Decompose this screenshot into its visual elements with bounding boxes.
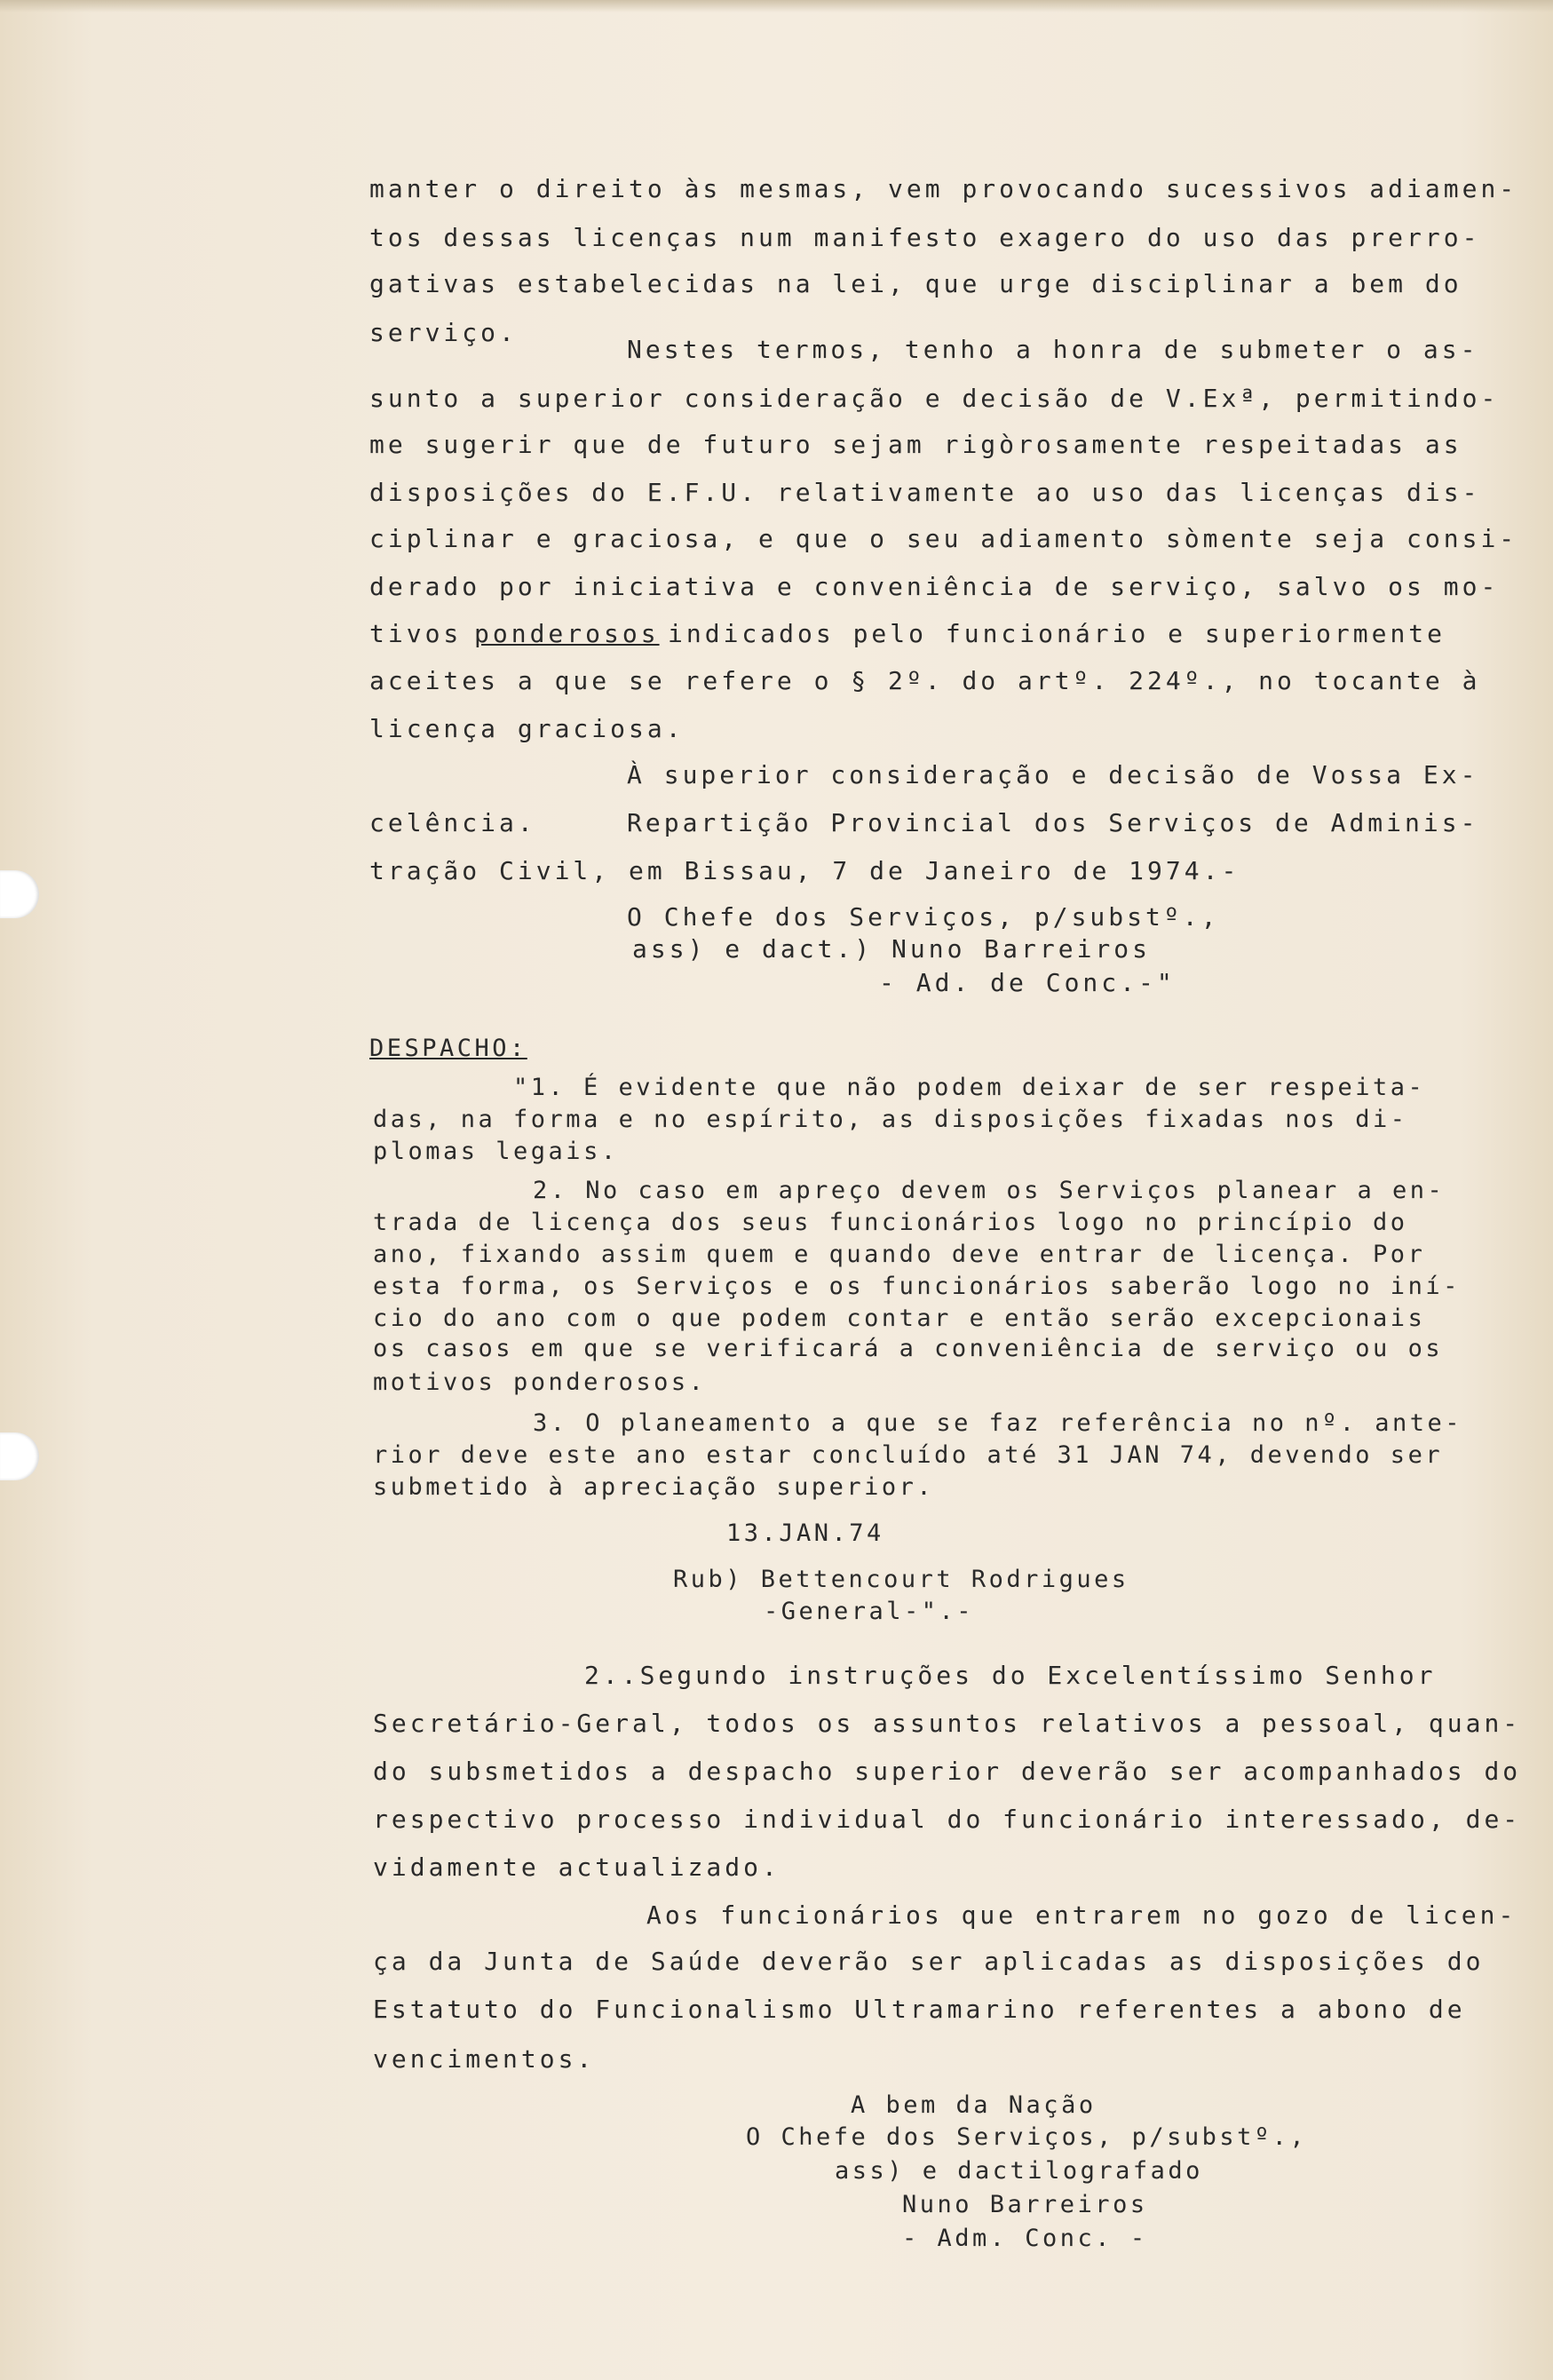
punch-hole-top (0, 870, 39, 918)
text-line: À superior consideração e decisão de Vossa Ex- (627, 760, 1479, 789)
text-line: Aos funcionários que entrarem no gozo de licen- (646, 1900, 1517, 1930)
signature-line: ass) e dact.) Nuno Barreiros (632, 934, 1152, 964)
text-line: sunto a superior consideração e decisão de V.Exª, permitindo- (369, 384, 1500, 413)
paper-edge-shadow (0, 0, 1553, 12)
text-line: manter o direito às mesmas, vem provocando sucessivos adiamen- (369, 174, 1518, 203)
text-line: indicados pelo funcionário e superiormente (668, 619, 1446, 648)
closing-line: ass) e dactilografado (835, 2157, 1203, 2185)
text-line: cio do ano com o que podem contar e então serão excepcionais (373, 1305, 1426, 1332)
text-line: tos dessas licenças num manifesto exagero do uso das prerro- (369, 223, 1481, 252)
text-line: Secretário-Geral, todos os assuntos relativos a pessoal, quan- (373, 1709, 1522, 1738)
text-line: gativas estabelecidas na lei, que urge disciplinar a bem do (369, 269, 1462, 298)
text-line: vencimentos. (373, 2044, 596, 2074)
text-line: tração Civil, em Bissau, 7 de Janeiro de 1974.- (369, 856, 1240, 885)
text-line: respectivo processo individual do funcionário interessado, de- (373, 1805, 1522, 1834)
text-line: derado por iniciativa e conveniência de serviço, salvo os mo- (369, 572, 1500, 601)
text-line: 3. O planeamento a que se faz referência no nº. ante- (533, 1409, 1463, 1437)
text-line: ciplinar e graciosa, e que o seu adiamento sòmente seja consi- (369, 524, 1518, 553)
closing-title: - Adm. Conc. - (902, 2225, 1148, 2252)
despacho-signature: Rub) Bettencourt Rodrigues (673, 1566, 1129, 1593)
text-line: vidamente actualizado. (373, 1852, 780, 1882)
text-line: celência. (369, 808, 536, 837)
text-line: me sugerir que de futuro sejam rigòrosamente respeitadas as (369, 430, 1462, 459)
text-line: trada de licença dos seus funcionários logo no princípio do (373, 1209, 1408, 1236)
title-line: - Ad. de Conc.-" (879, 968, 1176, 997)
despacho-date: 13.JAN.74 (726, 1519, 884, 1547)
closing-line: A bem da Nação (851, 2091, 1097, 2119)
underlined-word: ponderosos (474, 619, 660, 648)
text-line: esta forma, os Serviços e os funcionários saberão logo no iní- (373, 1273, 1461, 1300)
text-line: motivos ponderosos. (373, 1368, 707, 1396)
text-line: rior deve este ano estar concluído até 31 JAN 74, devendo ser (373, 1441, 1444, 1469)
despacho-heading: DESPACHO: (369, 1035, 527, 1062)
text-line: ça da Junta de Saúde deverão ser aplicadas as disposições do (373, 1947, 1485, 1976)
closing-signature: Nuno Barreiros (902, 2191, 1148, 2218)
text-line: do subsmetidos a despacho superior deverão ser acompanhados do (373, 1757, 1522, 1786)
text-line: 2..Segundo instruções do Excelentíssimo Senhor (584, 1661, 1437, 1690)
punch-hole-bottom (0, 1432, 39, 1480)
text-line: 2. No caso em apreço devem os Serviços planear a en- (533, 1177, 1446, 1204)
text-line: disposições do E.F.U. relativamente ao uso das licenças dis- (369, 478, 1481, 507)
text-line: ano, fixando assim quem e quando deve entrar de licença. Por (373, 1241, 1426, 1268)
text-line: plomas legais. (373, 1138, 619, 1165)
despacho-rank: -General-".- (764, 1598, 975, 1625)
text-line: os casos em que se verificará a conveniência de serviço ou os (373, 1335, 1444, 1362)
text-line: Nestes termos, tenho a honra de submeter o as- (627, 335, 1479, 364)
text-line: das, na forma e no espírito, as disposições fixadas nos di- (373, 1106, 1408, 1133)
text-line: Repartição Provincial dos Serviços de Adminis- (627, 808, 1479, 837)
text-line: submetido à apreciação superior. (373, 1473, 935, 1501)
text-line: licença graciosa. (369, 714, 685, 743)
text-line: aceites a que se refere o § 2º. do artº. 224º., no tocante à (369, 666, 1481, 695)
text-line: serviço. (369, 318, 518, 347)
text-line: tivos (369, 619, 463, 648)
text-line: "1. É evidente que não podem deixar de ser respeita- (513, 1074, 1426, 1101)
closing-line: O Chefe dos Serviços, p/substº., (746, 2123, 1308, 2151)
text-line: O Chefe dos Serviços, p/substº., (627, 902, 1220, 932)
text-line: Estatuto do Funcionalismo Ultramarino referentes a abono de (373, 1995, 1466, 2024)
